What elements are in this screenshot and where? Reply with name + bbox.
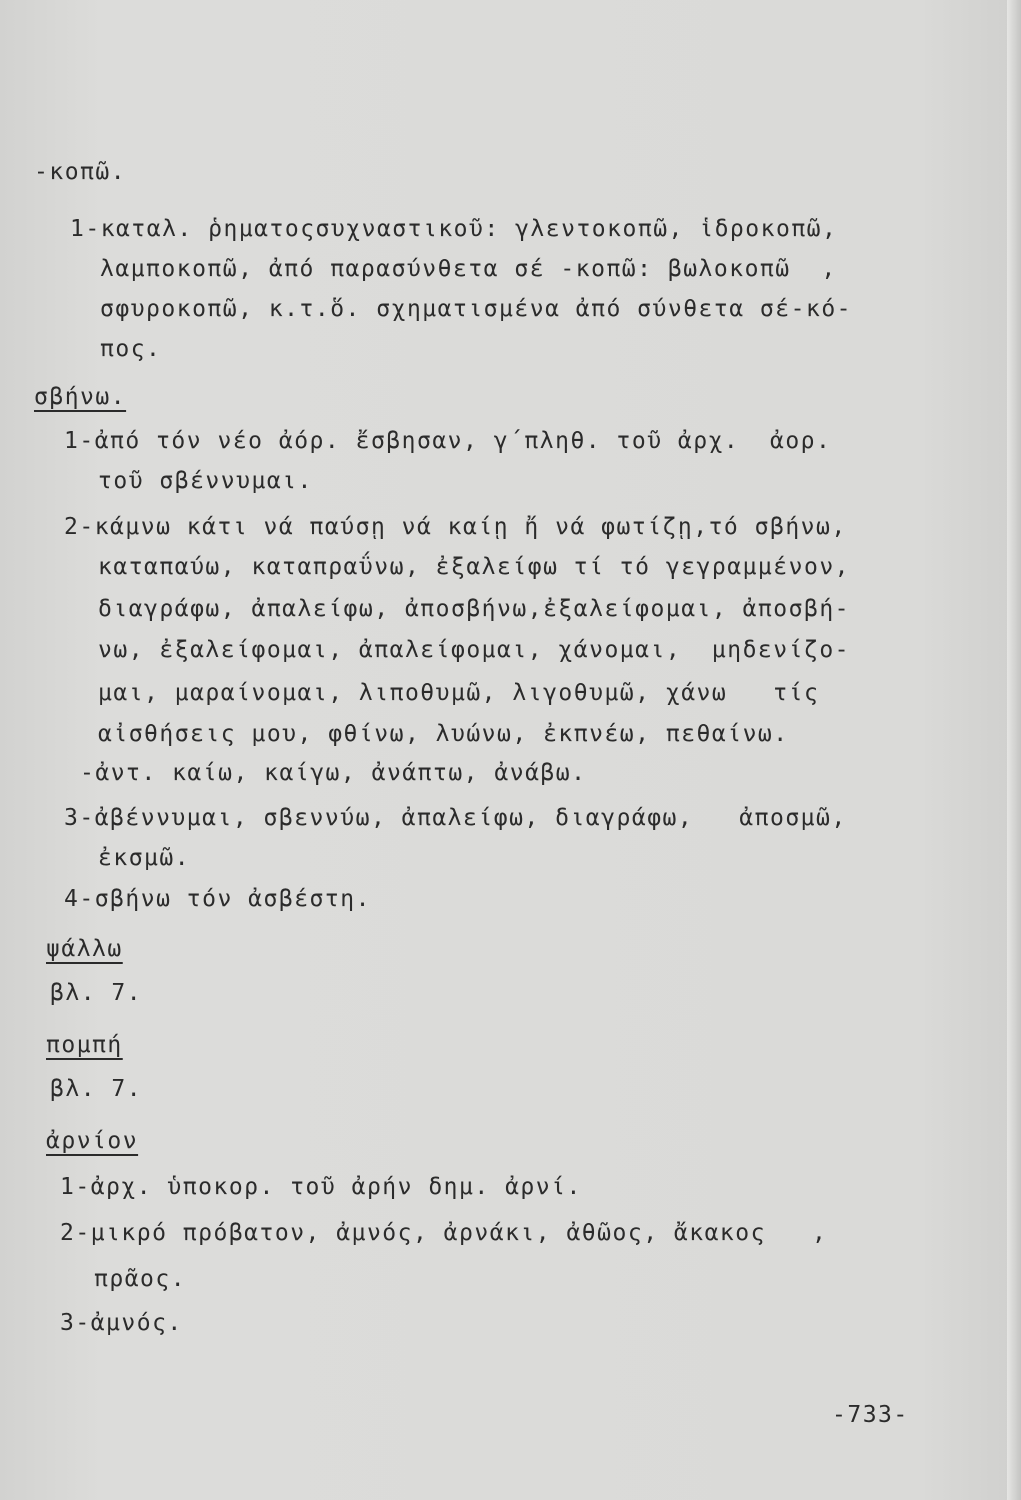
entry-line: 3-ἀμνός. — [60, 1310, 183, 1336]
entry-line: τοῦ σβέννυμαι. — [98, 468, 313, 494]
entry-line: βλ. 7. — [50, 980, 143, 1006]
entry-line: καταπαύω, καταπραΰνω, ἐξαλείφω τί τό γεγραμμένον, — [98, 554, 851, 580]
entry-line: νω, ἐξαλείφομαι, ἀπαλείφομαι, χάνομαι, μηδενίζο- — [98, 637, 851, 663]
entry-line: αἰσθήσεις μου, φθίνω, λυώνω, ἐκπνέω, πεθαίνω. — [98, 721, 789, 747]
entry-headword-sbino: σβήνω. — [34, 384, 127, 410]
entry-line: διαγράφω, ἀπαλείφω, ἀποσβήνω,ἐξαλείφομαι, ἀποσβή- — [98, 596, 851, 622]
entry-line: 1-ἀπό τόν νέο ἀόρ. ἔσβησαν, γ΄πληθ. τοῦ ἀρχ. ἀορ. — [64, 428, 832, 454]
page-number: -733- — [832, 1402, 909, 1428]
entry-line: πρᾶος. — [94, 1266, 187, 1292]
entry-headword-psallo: ψάλλω — [46, 936, 123, 962]
entry-line: 3-ἀβέννυμαι, σβεννύω, ἀπαλείφω, διαγράφω, ἀποσμῶ, — [64, 805, 847, 831]
entry-line: βλ. 7. — [50, 1076, 143, 1102]
entry-headword-arnion: ἀρνίον — [46, 1128, 139, 1154]
entry-line: 2-κάμνω κάτι νά παύσῃ νά καίῃ ἤ νά φωτίζῃ,τό σβήνω, — [64, 514, 847, 540]
entry-line: 4-σβήνω τόν ἀσβέστη. — [64, 886, 371, 912]
entry-line: 1-καταλ. ῥηματοςσυχναστικοῦ: γλεντοκοπῶ, ἱδροκοπῶ, — [70, 216, 838, 242]
entry-line: λαμποκοπῶ, ἀπό παρασύνθετα σέ -κοπῶ: βωλοκοπῶ , — [100, 256, 837, 282]
entry-headword-kopo: -κοπῶ. — [34, 159, 127, 185]
entry-line: μαι, μαραίνομαι, λιποθυμῶ, λιγοθυμῶ, χάνω τίς — [98, 680, 820, 706]
entry-line: 2-μικρό πρόβατον, ἀμνός, ἀρνάκι, ἀθῶος, ἄκακος , — [60, 1220, 828, 1246]
entry-line: ἐκσμῶ. — [98, 845, 191, 871]
entry-headword-pompi: πομπή — [46, 1032, 123, 1058]
entry-line: -ἀντ. καίω, καίγω, ἀνάπτω, ἀνάβω. — [80, 760, 587, 786]
entry-line: πος. — [100, 336, 162, 362]
entry-line: σφυροκοπῶ, κ.τ.ὅ. σχηματισμένα ἀπό σύνθετα σέ-κό- — [100, 296, 853, 322]
entry-line: 1-ἀρχ. ὑποκορ. τοῦ ἀρήν δημ. ἀρνί. — [60, 1174, 582, 1200]
